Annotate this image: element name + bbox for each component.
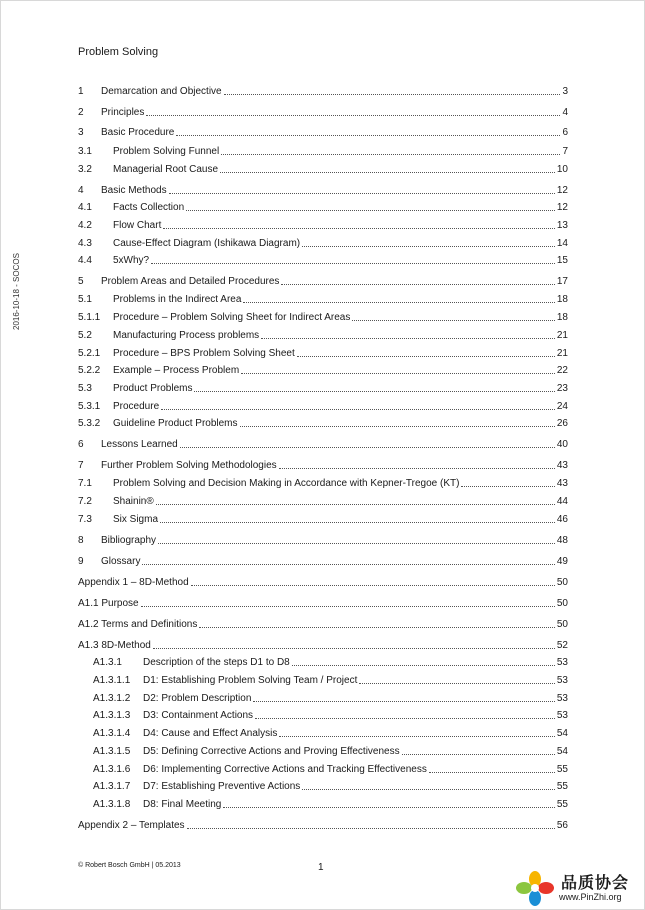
page-title: Problem Solving [78,46,159,58]
toc-entry-number: 5.2 [78,330,92,341]
toc-leader-dots [221,145,560,155]
toc-leader-dots [163,219,555,229]
toc-entry[interactable] [78,163,568,176]
toc-entry[interactable] [78,576,568,589]
toc-entry-title: Product Problems [113,383,193,394]
toc-entry-title: Appendix 2 – Templates [78,820,185,831]
toc-entry-number: 7.3 [78,514,92,525]
toc-entry[interactable] [78,254,568,267]
toc-leader-dots [461,477,554,487]
toc-entry-number: 7 [78,460,84,471]
toc-entry-number: A1.3.1.2 [93,693,131,704]
toc-leader-dots [180,438,555,448]
toc-entry-title: D3: Containment Actions [143,710,254,721]
toc-leader-dots [302,780,555,790]
toc-leader-dots [352,311,555,321]
toc-entry-page: 46 [556,514,568,525]
toc-leader-dots [302,237,555,247]
toc-entry-number: 4 [78,185,84,196]
toc-entry[interactable] [78,85,568,98]
toc-entry[interactable] [78,495,568,508]
toc-entry-title: D6: Implementing Corrective Actions and Tracking Effectiveness [143,764,427,775]
toc-entry-number: A1.3.1.5 [93,746,131,757]
toc-entry-title: Facts Collection [113,202,185,213]
toc-entry-title: D2: Problem Description [143,693,252,704]
toc-entry-page: 21 [556,348,568,359]
toc-entry-page: 53 [556,693,568,704]
toc-entry-page: 40 [556,439,568,450]
toc-entry[interactable] [78,311,568,324]
toc-entry-number: A1.3.1.6 [93,764,131,775]
toc-entry-page: 21 [556,330,568,341]
toc-leader-dots [194,382,554,392]
toc-entry[interactable] [93,763,568,776]
toc-entry-page: 54 [556,728,568,739]
toc-entry-number: 3.1 [78,146,92,157]
toc-entry[interactable] [78,819,568,832]
toc-leader-dots [223,798,555,808]
toc-entry[interactable] [93,692,568,705]
toc-entry-title: Further Problem Solving Methodologies [101,460,277,471]
toc-entry[interactable] [78,513,568,526]
toc-entry-number: 5.2.1 [78,348,101,359]
toc-entry-title: Problem Solving Funnel [113,146,220,157]
toc-leader-dots [240,417,555,427]
toc-entry[interactable] [78,382,568,395]
toc-entry-number: 5.2.2 [78,365,101,376]
watermark-logo [515,868,640,908]
toc-entry-title: Demarcation and Objective [101,86,222,97]
toc-entry-title: D1: Establishing Problem Solving Team / Project [143,675,358,686]
toc-entry-title: 5xWhy? [113,255,150,266]
toc-entry-title: D7: Establishing Preventive Actions [143,781,301,792]
toc-entry[interactable] [78,145,568,158]
toc-entry-title: D4: Cause and Effect Analysis [143,728,278,739]
toc-entry-page: 48 [556,535,568,546]
toc-entry-title: A1.2 Terms and Definitions [78,619,198,630]
toc-entry[interactable] [78,219,568,232]
toc-entry-number: A1.3.1.4 [93,728,131,739]
toc-entry-page: 3 [562,86,568,97]
toc-entry-number: 1 [78,86,84,97]
toc-leader-dots [141,597,555,607]
toc-leader-dots [161,400,555,410]
toc-entry-page: 18 [556,312,568,323]
toc-entry-title: A1.1 Purpose [78,598,139,609]
toc-entry-number: A1.3.1 [93,657,122,668]
toc-entry[interactable] [78,201,568,214]
toc-leader-dots [297,347,555,357]
toc-leader-dots [160,513,555,523]
toc-leader-dots [156,495,555,505]
toc-entry-title: Guideline Product Problems [113,418,238,429]
toc-entry-title: D5: Defining Corrective Actions and Proving Effectiveness [143,746,400,757]
toc-entry[interactable] [78,364,568,377]
toc-entry[interactable] [93,745,568,758]
toc-entry[interactable] [78,618,568,631]
toc-entry-title: D8: Final Meeting [143,799,222,810]
toc-leader-dots [191,576,555,586]
toc-entry-page: 53 [556,675,568,686]
toc-leader-dots [281,275,554,285]
toc-entry-number: 3 [78,127,84,138]
watermark-chinese-text: 品质协会 [561,875,630,892]
toc-leader-dots [279,727,555,737]
toc-entry-title: Lessons Learned [101,439,178,450]
toc-entry[interactable] [93,674,568,687]
toc-entry-page: 55 [556,799,568,810]
footer-page-number: 1 [318,862,324,873]
toc-entry-page: 49 [556,556,568,567]
toc-leader-dots [169,184,555,194]
toc-entry-number: 7.2 [78,496,92,507]
toc-entry-page: 53 [556,657,568,668]
toc-entry-number: A1.3.1.8 [93,799,131,810]
toc-entry-title: Managerial Root Cause [113,164,219,175]
toc-entry[interactable] [78,126,568,139]
toc-entry[interactable] [78,293,568,306]
toc-entry-number: 5.1 [78,294,92,305]
toc-entry[interactable] [78,329,568,342]
watermark-url: www.PinZhi.org [559,892,622,902]
toc-entry-page: 44 [556,496,568,507]
toc-entry[interactable] [78,477,568,490]
toc-entry-title: Appendix 1 – 8D-Method [78,577,189,588]
toc-entry[interactable] [78,438,568,451]
toc-leader-dots [359,674,555,684]
toc-entry-title: A1.3 8D-Method [78,640,151,651]
toc-entry-page: 50 [556,598,568,609]
toc-entry-number: A1.3.1.1 [93,675,131,686]
toc-leader-dots [261,329,555,339]
toc-entry-number: 7.1 [78,478,92,489]
toc-entry-page: 10 [556,164,568,175]
toc-entry-number: 6 [78,439,84,450]
toc-entry-number: 8 [78,535,84,546]
toc-entry-page: 54 [556,746,568,757]
toc-entry-number: 5.3.2 [78,418,101,429]
toc-entry-title: Flow Chart [113,220,162,231]
footer-copyright: © Robert Bosch GmbH | 05.2013 [78,862,181,869]
toc-entry-page: 7 [562,146,568,157]
toc-entry-page: 18 [556,294,568,305]
toc-entry-title: Problems in the Indirect Area [113,294,242,305]
toc-entry-page: 55 [556,764,568,775]
toc-entry-number: 3.2 [78,164,92,175]
toc-entry-page: 52 [556,640,568,651]
toc-entry[interactable] [78,639,568,652]
toc-entry-page: 24 [556,401,568,412]
toc-entry[interactable] [93,780,568,793]
toc-entry-title: Basic Procedure [101,127,175,138]
toc-leader-dots [253,692,555,702]
toc-leader-dots [151,254,555,264]
toc-entry-page: 17 [556,276,568,287]
toc-entry-title: Bibliography [101,535,157,546]
toc-leader-dots [243,293,554,303]
toc-entry-title: Procedure [113,401,160,412]
flower-logo-icon [515,870,555,906]
toc-entry-number: 4.1 [78,202,92,213]
toc-entry-title: Example – Process Problem [113,365,240,376]
toc-entry-number: 4.2 [78,220,92,231]
toc-entry-number: 2 [78,107,84,118]
toc-entry-page: 56 [556,820,568,831]
toc-entry[interactable] [93,798,568,811]
toc-entry[interactable] [78,555,568,568]
toc-entry-title: Shainin® [113,496,154,507]
toc-leader-dots [146,106,560,116]
toc-leader-dots [220,163,555,173]
toc-entry-title: Glossary [101,556,141,567]
toc-entry-title: Basic Methods [101,185,167,196]
toc-entry[interactable] [78,459,568,472]
toc-leader-dots [224,85,561,95]
toc-entry-page: 50 [556,577,568,588]
toc-entry-number: 4.3 [78,238,92,249]
toc-entry-number: 5.1.1 [78,312,101,323]
toc-leader-dots [279,459,555,469]
toc-entry[interactable] [78,417,568,430]
toc-entry[interactable] [78,534,568,547]
toc-entry-number: A1.3.1.7 [93,781,131,792]
toc-entry-title: Description of the steps D1 to D8 [143,657,290,668]
toc-entry-page: 50 [556,619,568,630]
toc-entry[interactable] [78,237,568,250]
toc-leader-dots [153,639,555,649]
toc-entry[interactable] [93,709,568,722]
toc-entry-page: 53 [556,710,568,721]
toc-leader-dots [292,656,555,666]
toc-entry-number: A1.3.1.3 [93,710,131,721]
toc-entry-page: 43 [556,460,568,471]
toc-entry-page: 26 [556,418,568,429]
toc-entry-title: Problem Solving and Decision Making in Accordance with Kepner-Tregoe (KT) [113,478,460,489]
toc-entry[interactable] [78,347,568,360]
toc-entry-page: 6 [562,127,568,138]
toc-entry-title: Problem Areas and Detailed Procedures [101,276,280,287]
toc-entry-title: Procedure – BPS Problem Solving Sheet [113,348,295,359]
toc-entry[interactable] [78,275,568,288]
toc-leader-dots [176,126,560,136]
toc-entry-page: 4 [562,107,568,118]
toc-entry[interactable] [93,727,568,740]
toc-entry-page: 12 [556,185,568,196]
toc-leader-dots [186,201,555,211]
toc-entry[interactable] [78,184,568,197]
toc-entry[interactable] [93,656,568,669]
toc-entry-title: Procedure – Problem Solving Sheet for Indirect Areas [113,312,351,323]
toc-entry[interactable] [78,106,568,119]
toc-entry[interactable] [78,597,568,610]
toc-entry-page: 43 [556,478,568,489]
toc-leader-dots [402,745,555,755]
toc-entry-number: 9 [78,556,84,567]
toc-entry-page: 14 [556,238,568,249]
toc-leader-dots [199,618,555,628]
toc-entry[interactable] [78,400,568,413]
toc-entry-page: 15 [556,255,568,266]
toc-entry-number: 4.4 [78,255,92,266]
toc-entry-title: Principles [101,107,145,118]
toc-entry-page: 22 [556,365,568,376]
toc-leader-dots [255,709,555,719]
toc-entry-number: 5 [78,276,84,287]
toc-leader-dots [158,534,555,544]
toc-entry-page: 55 [556,781,568,792]
toc-entry-title: Manufacturing Process problems [113,330,260,341]
side-date-label: 2016-10-18 - SOCOS [12,253,21,330]
toc-entry-title: Six Sigma [113,514,159,525]
toc-leader-dots [429,763,555,773]
toc-leader-dots [241,364,555,374]
toc-entry-page: 13 [556,220,568,231]
toc-entry-number: 5.3.1 [78,401,101,412]
toc-entry-page: 12 [556,202,568,213]
toc-entry-page: 23 [556,383,568,394]
toc-entry-number: 5.3 [78,383,92,394]
toc-leader-dots [187,819,555,829]
toc-leader-dots [142,555,554,565]
toc-entry-title: Cause-Effect Diagram (Ishikawa Diagram) [113,238,301,249]
